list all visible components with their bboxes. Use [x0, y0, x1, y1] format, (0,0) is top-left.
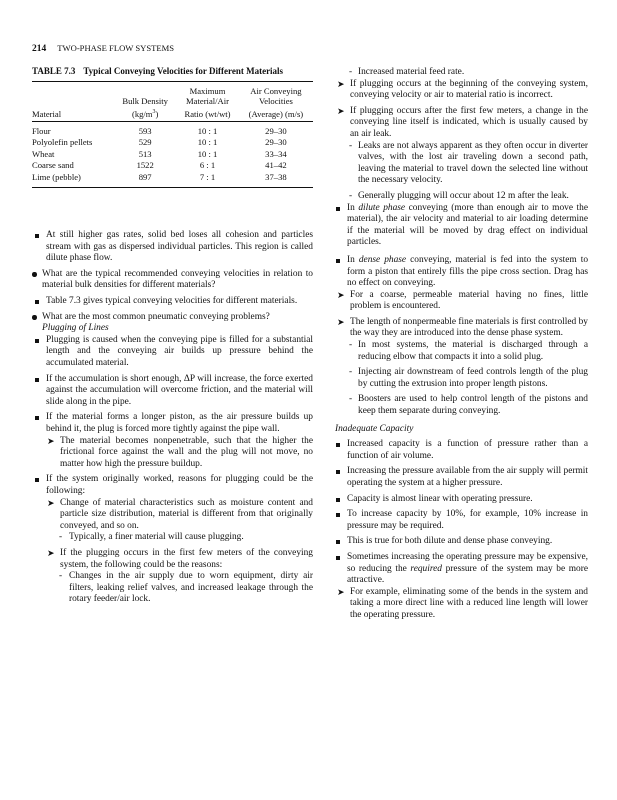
conveying-velocity-table	[32, 81, 313, 187]
list-item: At still higher gas rates, solid bed loses all cohesion and particles stream with gas as dispersed individual particles. This region is called dilute phase flow.	[32, 230, 313, 265]
dash-bullet-icon: -	[349, 67, 353, 77]
list-item: To increase capacity by 10%, for example, 10% increase in pressure may be required.	[335, 509, 588, 532]
list-item: - Injecting air downstream of feed controls length of the plug by cutting the extrusion into proper length pistons.	[349, 367, 588, 389]
question: What are the typical recommended conveying velocities in relation to material bulk densities for different materials?	[32, 269, 313, 292]
list-item: In dilute phase conveying (more than enough air to move the material), the air velocity and material to air loading determine if the material will be moved by drag effect on individual particles.	[335, 203, 588, 249]
dash-bullet-icon: -	[349, 340, 353, 351]
dash-bullet-icon: -	[349, 394, 353, 405]
table-row: Coarse sand 1522 6 : 1 41–42	[32, 160, 287, 171]
table-label: TABLE 7.3	[32, 66, 76, 76]
list-item: ➤ The material becomes nonpenetrable, such that the higher the frictional force against the wall and the plug will not move, no matter how high the pressure buildup.	[47, 435, 313, 469]
header-vel-2: (Average) (m/s)	[248, 108, 304, 119]
list-item: ➤ If plugging occurs at the beginning of the conveying system, conveying velocity or air to material ratio is incorrect.	[337, 78, 588, 101]
list-item: If the system originally worked, reasons for plugging could be the following:	[32, 474, 313, 497]
header-ratio-0: Maximum	[189, 86, 226, 96]
page-header	[32, 43, 174, 54]
square-bullet-icon	[35, 416, 39, 420]
list-item: Table 7.3 gives typical conveying velocities for different materials.	[32, 296, 313, 308]
list-item: If the accumulation is short enough, ΔP will increase, the force exerted against the accumulation will overcome friction, and the material will slide along in the pipe.	[32, 374, 313, 409]
list-item: - In most systems, the material is discharged through a reducing elbow that compacts it into a solid plug.	[349, 340, 588, 362]
header-density-2: $(kg/m^3)$	[131, 108, 159, 119]
square-bullet-icon	[35, 234, 39, 238]
question: What are the most common pneumatic conveying problems?	[32, 312, 313, 324]
list-item: ➤ If plugging occurs after the first few meters, a change in the conveying line itself is indicated, which is usually caused by an air leak.	[337, 105, 588, 139]
round-bullet-icon	[32, 272, 37, 277]
list-item: Capacity is almost linear with operating pressure.	[335, 494, 588, 506]
header-vel-1: Velocities	[258, 96, 293, 107]
list-item: In dense phase conveying, material is fed into the system to form a piston that entirely fills the pipe cross section. Drag has no effect on conveying.	[335, 255, 588, 290]
list-item: This is true for both dilute and dense phase conveying.	[335, 536, 588, 548]
page-number: 214	[32, 44, 47, 54]
square-bullet-icon	[336, 443, 340, 447]
table-row: Lime (pebble) 897 7 : 1 37–38	[32, 171, 287, 182]
list-item: ➤ For a coarse, permeable material having no fines, little problem is encountered.	[337, 289, 588, 312]
square-bullet-icon	[336, 513, 340, 517]
header-ratio-1: Material/Air	[186, 96, 229, 107]
table-row: Polyolefin pellets 529 10 : 1 29–30	[32, 137, 287, 148]
table-row: Flour 593 10 : 1 29–30	[32, 126, 287, 137]
table-row: Wheat 513 10 : 1 33–34	[32, 148, 287, 159]
dash-bullet-icon: -	[349, 140, 353, 151]
right-column	[335, 67, 588, 622]
arrow-bullet-icon: ➤	[47, 435, 55, 446]
list-item: - Generally plugging will occur about 12 m after the leak.	[349, 190, 569, 201]
table-rule	[32, 187, 313, 188]
list-item: ➤ The length of nonpermeable fine materials is first controlled by the way they are introduced into the dense phase system.	[337, 316, 588, 339]
dash-bullet-icon: -	[59, 571, 63, 582]
list-item: ➤ Change of material characteristics such as moisture content and particle size distribution, material is different from that originally conveyed, and so on.	[47, 497, 313, 531]
dash-bullet-icon: -	[59, 532, 63, 543]
square-bullet-icon	[336, 470, 340, 474]
list-item: - Boosters are used to help control length of the pistons and keep them separate during conveying.	[349, 394, 588, 417]
left-column	[32, 66, 313, 606]
table-caption	[32, 66, 313, 77]
square-bullet-icon	[35, 378, 39, 382]
arrow-bullet-icon: ➤	[337, 289, 345, 300]
list-item: - Changes in the air supply due to worn equipment, dirty air filters, leaking relief valves, and increased leakage through the rotary feeder/air lock.	[59, 571, 313, 605]
table-title: Typical Conveying Velocities for Different Materials	[83, 66, 284, 76]
arrow-bullet-icon: ➤	[337, 78, 345, 89]
round-bullet-icon	[32, 315, 37, 320]
dash-bullet-icon: -	[349, 367, 353, 378]
subheading-capacity: Inadequate Capacity	[335, 423, 414, 434]
subheading-plugging: Plugging of Lines	[42, 323, 109, 334]
square-bullet-icon	[35, 300, 39, 304]
header-material: Material	[32, 108, 62, 119]
list-item: Increased capacity is a function of pressure rather than a function of air volume.	[335, 439, 588, 462]
list-item: - Leaks are not always apparent as they often occur in diverter valves, with the lost air traveling down a second path, leaving the material to travel down the selected line without the necessary velocity.	[349, 140, 588, 186]
list-item: ➤ If the plugging occurs in the first few meters of the conveying system, the following could be the reasons:	[47, 547, 313, 570]
list-item: If the material forms a longer piston, as the air pressure builds up behind it, the plug is forced more tightly against the pipe wall.	[32, 412, 313, 435]
arrow-bullet-icon: ➤	[47, 497, 55, 508]
square-bullet-icon	[336, 556, 340, 560]
square-bullet-icon	[35, 478, 39, 482]
arrow-bullet-icon: ➤	[337, 316, 345, 327]
arrow-bullet-icon: ➤	[337, 105, 345, 116]
arrow-bullet-icon: ➤	[47, 547, 55, 558]
dash-bullet-icon: -	[349, 190, 353, 201]
square-bullet-icon	[336, 498, 340, 502]
header-ratio-2: Ratio (wt/wt)	[184, 108, 231, 119]
list-item: Sometimes increasing the operating pressure may be expensive, so reducing the required pressure of the system may be more attractive.	[335, 552, 588, 587]
square-bullet-icon	[336, 259, 340, 263]
list-item: Plugging is caused when the conveying pipe is filled for a substantial length and the conveying air builds up pressure behind the accumulated material.	[32, 335, 313, 370]
list-item: - Increased material feed rate.	[349, 67, 465, 77]
square-bullet-icon	[336, 540, 340, 544]
running-title: TWO-PHASE FLOW SYSTEMS	[57, 43, 175, 53]
header-vel-0: Air Conveying	[250, 86, 302, 96]
square-bullet-icon	[336, 207, 340, 211]
list-item: Increasing the pressure available from the air supply will permit operating the system at a higher pressure.	[335, 466, 588, 489]
list-item: ➤ For example, eliminating some of the bends in the system and taking a more direct line with a reduced line length will lower the operating pressure.	[337, 586, 588, 620]
header-density-1: Bulk Density	[122, 96, 168, 107]
list-item: - Typically, a finer material will cause plugging.	[59, 532, 244, 543]
arrow-bullet-icon: ➤	[337, 586, 345, 597]
square-bullet-icon	[35, 339, 39, 343]
